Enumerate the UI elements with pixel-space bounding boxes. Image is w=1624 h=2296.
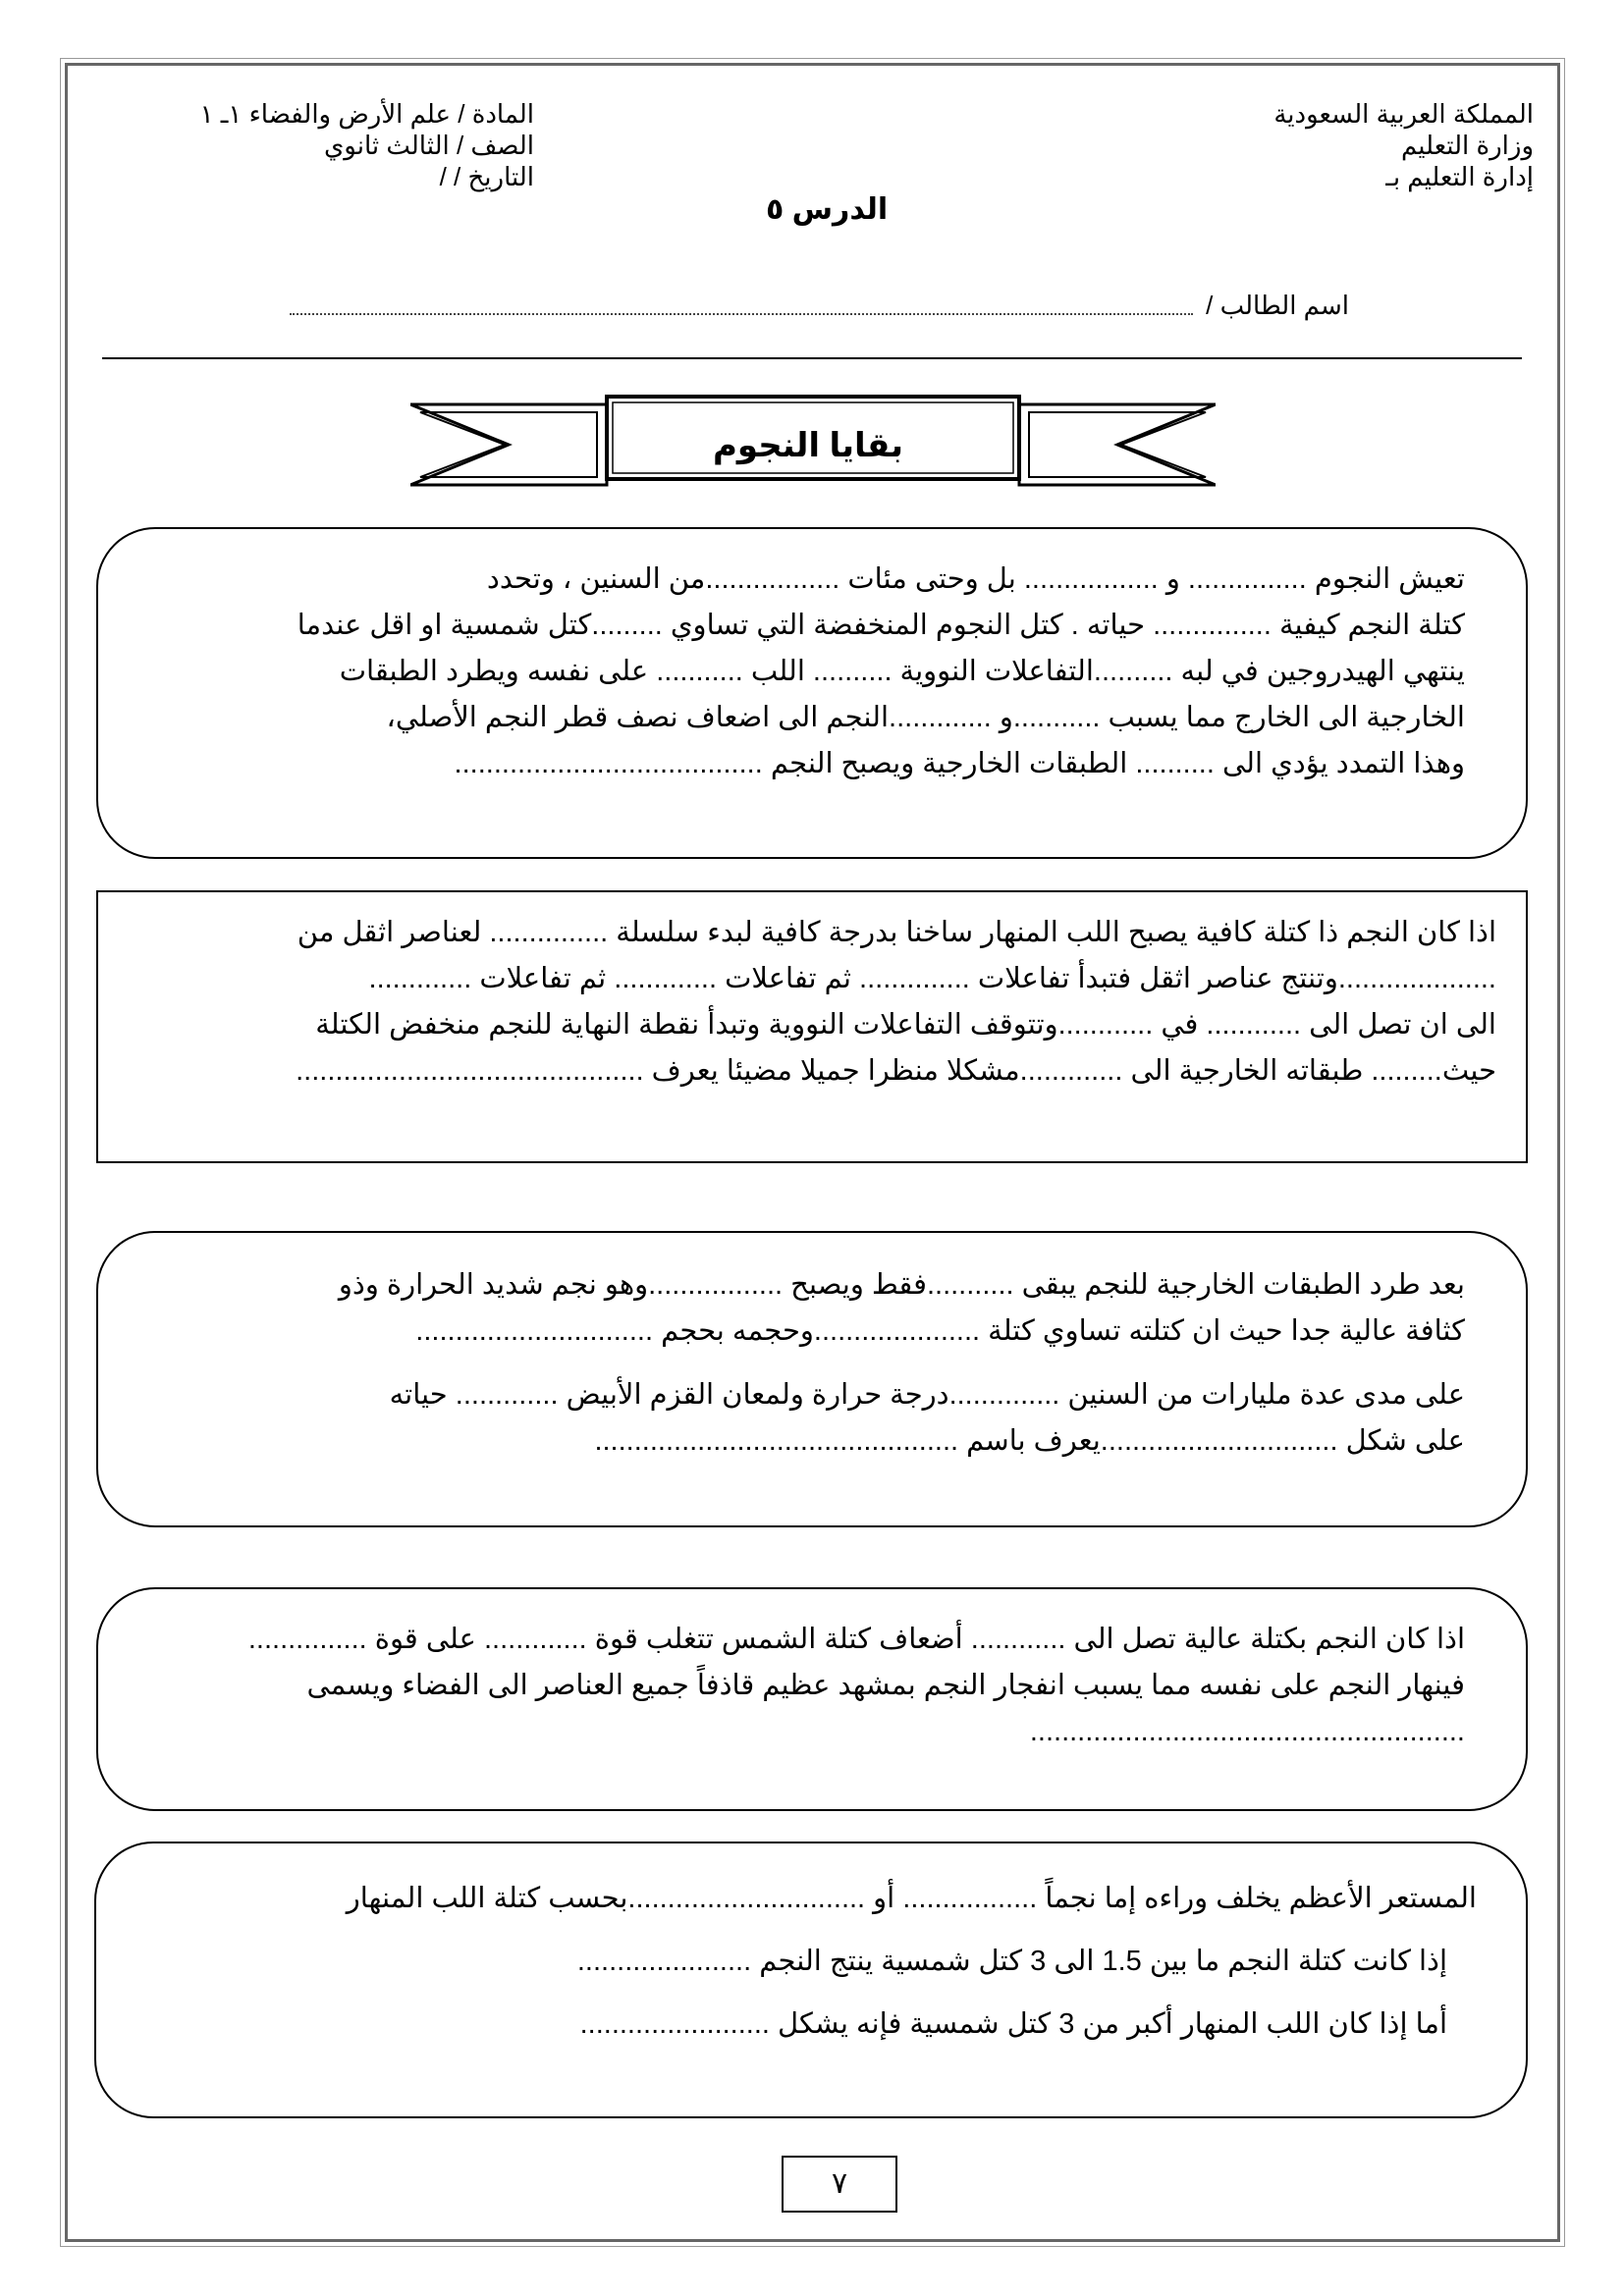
section-line: الى ان تصل الى ............ في ............وتتوقف التفاعلات النووية وتبدأ نقطة النهاية للنجم منخفض الكتلة [315,1009,1496,1041]
header-subject: المادة / علم الأرض والفضاء ١ـ ١ [199,99,534,129]
header-school-info [1273,98,1534,192]
section-line: وهذا التمدد يؤدي الى .......... الطبقات الخارجية ويصبح النجم ....................................... [454,748,1465,779]
header-divider [102,357,1522,359]
page-title: بقايا النجوم [712,427,904,464]
student-name-row [290,291,1349,321]
student-name-field[interactable] [290,299,1193,315]
section-line: ....................................................... [1029,1716,1465,1747]
section-line: أما إذا كان اللب المنهار أكبر من 3 كتل شمسية فإنه يشكل ........................ [579,2008,1447,2040]
title-banner [410,391,1216,504]
section-line: على مدى عدة مليارات من السنين ..............درجة حرارة ولمعان القزم الأبيض ............. حياته [389,1379,1465,1411]
date-value[interactable]: / / [439,162,461,191]
page-number: ٧ [782,2156,897,2213]
section-line: كثافة عالية جدا حيث ان كتلته تساوي كتلة .....................وحجمه بحجم .............................. [415,1315,1465,1347]
section-line: بعد طرد الطبقات الخارجية للنجم يبقى ...........فقط ويصبح .................وهو نجم شديد الحرارة وذو [338,1269,1465,1301]
header-kingdom: المملكة العربية السعودية [1273,99,1534,129]
header-grade: الصف / الثالث ثانوي [323,131,534,160]
section-line: اذا كان النجم بكتلة عالية تصل الى ............ أضعاف كتلة الشمس تتغلب قوة ............. على قوة ............... [247,1624,1465,1655]
student-name-label: اسم الطالب / [1206,291,1349,320]
header-date [200,161,534,192]
section-line: كتلة النجم كيفية ............... حياته . كتل النجوم المنخفضة التي تساوي .........كتل شمسية او اقل عندما [297,610,1465,641]
header-ministry: وزارة التعليم [1400,131,1534,160]
section-line: المستعر الأعظم يخلف وراءه إما نجماً ................. أو ..............................بحسب كتلة اللب المنهار [346,1883,1477,1914]
section-line: فينهار النجم على نفسه مما يسبب انفجار النجم بمشهد عظيم قاذفاً جميع العناصر الى الفضاء ويسمى [306,1670,1465,1701]
section-supernova [96,1587,1528,1811]
section-line: ينتهي الهيدروجين في لبه ..........التفاعلات النووية .......... اللب ........... على نفسه ويطرد الطبقات [339,656,1465,687]
section-line: حيث......... طبقاته الخارجية الى .............مشكلا منظرا جميلا مضيئا يعرف ............................................ [296,1055,1496,1087]
section-line: على شكل ..............................يعرف باسم .............................................. [594,1425,1465,1457]
section-line: تعيش النجوم ............... و ................. بل وحتى مئات .................من السنين ، وتحدد [486,563,1465,595]
header-administration: إدارة التعليم بـ [1385,162,1534,191]
date-label: التاريخ [467,162,534,191]
section-planetary-nebula [96,890,1528,1163]
section-line: اذا كان النجم ذا كتلة كافية يصبح اللب المنهار ساخنا بدرجة كافية لبدء سلسلة ............... لعناصر اثقل من [297,917,1496,948]
header-course-info [200,98,534,192]
section-line: إذا كانت كتلة النجم ما بين 1.5 الى 3 كتل شمسية ينتج النجم ...................... [576,1946,1447,1977]
section-remnants [94,1842,1528,2118]
section-line: ....................وتنتج عناصر اثقل فتبدأ تفاعلات .............. ثم تفاعلات ............. ثم تفاعلات ............. [368,963,1496,994]
section-star-life [96,527,1528,859]
lesson-number: الدرس ٥ [766,193,889,226]
section-white-dwarf [96,1231,1528,1527]
section-line: الخارجية الى الخارج مما يسبب ...........و .............النجم الى اضعاف نصف قطر النجم الأصلي، [386,702,1465,733]
